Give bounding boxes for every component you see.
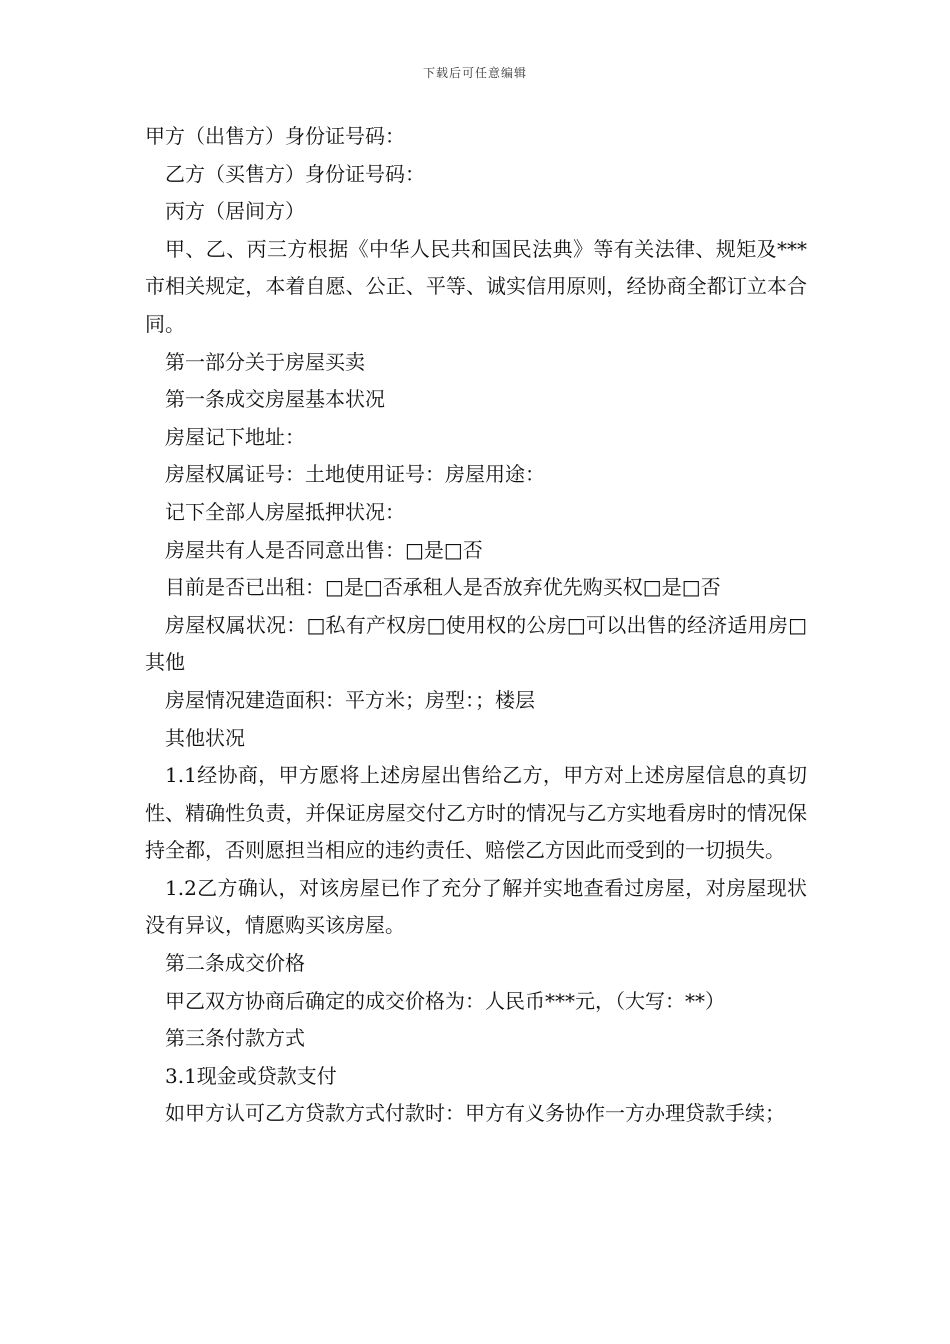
paragraph-rental-status: 目前是否已出租：□是□否承租人是否放弃优先购买权□是□否	[165, 575, 721, 600]
paragraph-loan-cooperation: 如甲方认可乙方贷款方式付款时：甲方有义务协作一方办理贷款手续；	[165, 1101, 785, 1126]
paragraph-mortgage-status: 记下全部人房屋抵押状况：	[165, 499, 405, 524]
article-heading-two: 第二条成交价格	[165, 951, 305, 976]
section-heading-part-one: 第一部分关于房屋买卖	[165, 349, 365, 374]
paragraph-clause-1-2: 1.2乙方确认，对该房屋已作了充分了解并实地查看过房屋，对房屋现状没有异议，情愿购买该房屋。	[145, 875, 807, 938]
paragraph-house-address: 房屋记下地址：	[165, 424, 305, 449]
paragraph-co-owner-consent: 房屋共有人是否同意出售：□是□否	[165, 537, 483, 562]
contract-body	[145, 118, 807, 1133]
paragraph-building-area: 房屋情况建造面积：平方米；房型：；楼层	[165, 687, 535, 712]
paragraph-price: 甲乙双方协商后确定的成交价格为：人民币***元，（大写：**）	[165, 988, 725, 1013]
paragraph-ownership-cert: 房屋权属证号：土地使用证号：房屋用途：	[165, 462, 545, 487]
page-header: 下载后可任意编辑	[422, 66, 527, 80]
paragraph-party-b-id: 乙方（买售方）身份证号码：	[165, 161, 425, 186]
paragraph-clause-3-1: 3.1现金或贷款支付	[165, 1063, 337, 1088]
paragraph-clause-1-1: 1.1经协商，甲方愿将上述房屋出售给乙方，甲方对上述房屋信息的真切性、精确性负责，并保证房屋交付乙方时的情况与乙方实地看房时的情况保持全都，否则愿担当相应的违约责任、赔偿乙方因此而受到的一切损失。	[145, 763, 807, 863]
paragraph-preamble: 甲、乙、丙三方根据《中华人民共和国民法典》等有关法律、规矩及***市相关规定，本着自愿、公正、平等、诚实信用原则，经协商全都订立本合同。	[145, 236, 807, 336]
paragraph-party-c: 丙方（居间方）	[165, 199, 305, 224]
paragraph-ownership-type: 房屋权属状况：□私有产权房□使用权的公房□可以出售的经济适用房□其他	[145, 612, 807, 675]
article-heading-three: 第三条付款方式	[165, 1026, 305, 1051]
paragraph-other-status: 其他状况	[165, 725, 245, 750]
article-heading-one: 第一条成交房屋基本状况	[165, 387, 385, 412]
paragraph-party-a-id: 甲方（出售方）身份证号码：	[145, 124, 405, 148]
